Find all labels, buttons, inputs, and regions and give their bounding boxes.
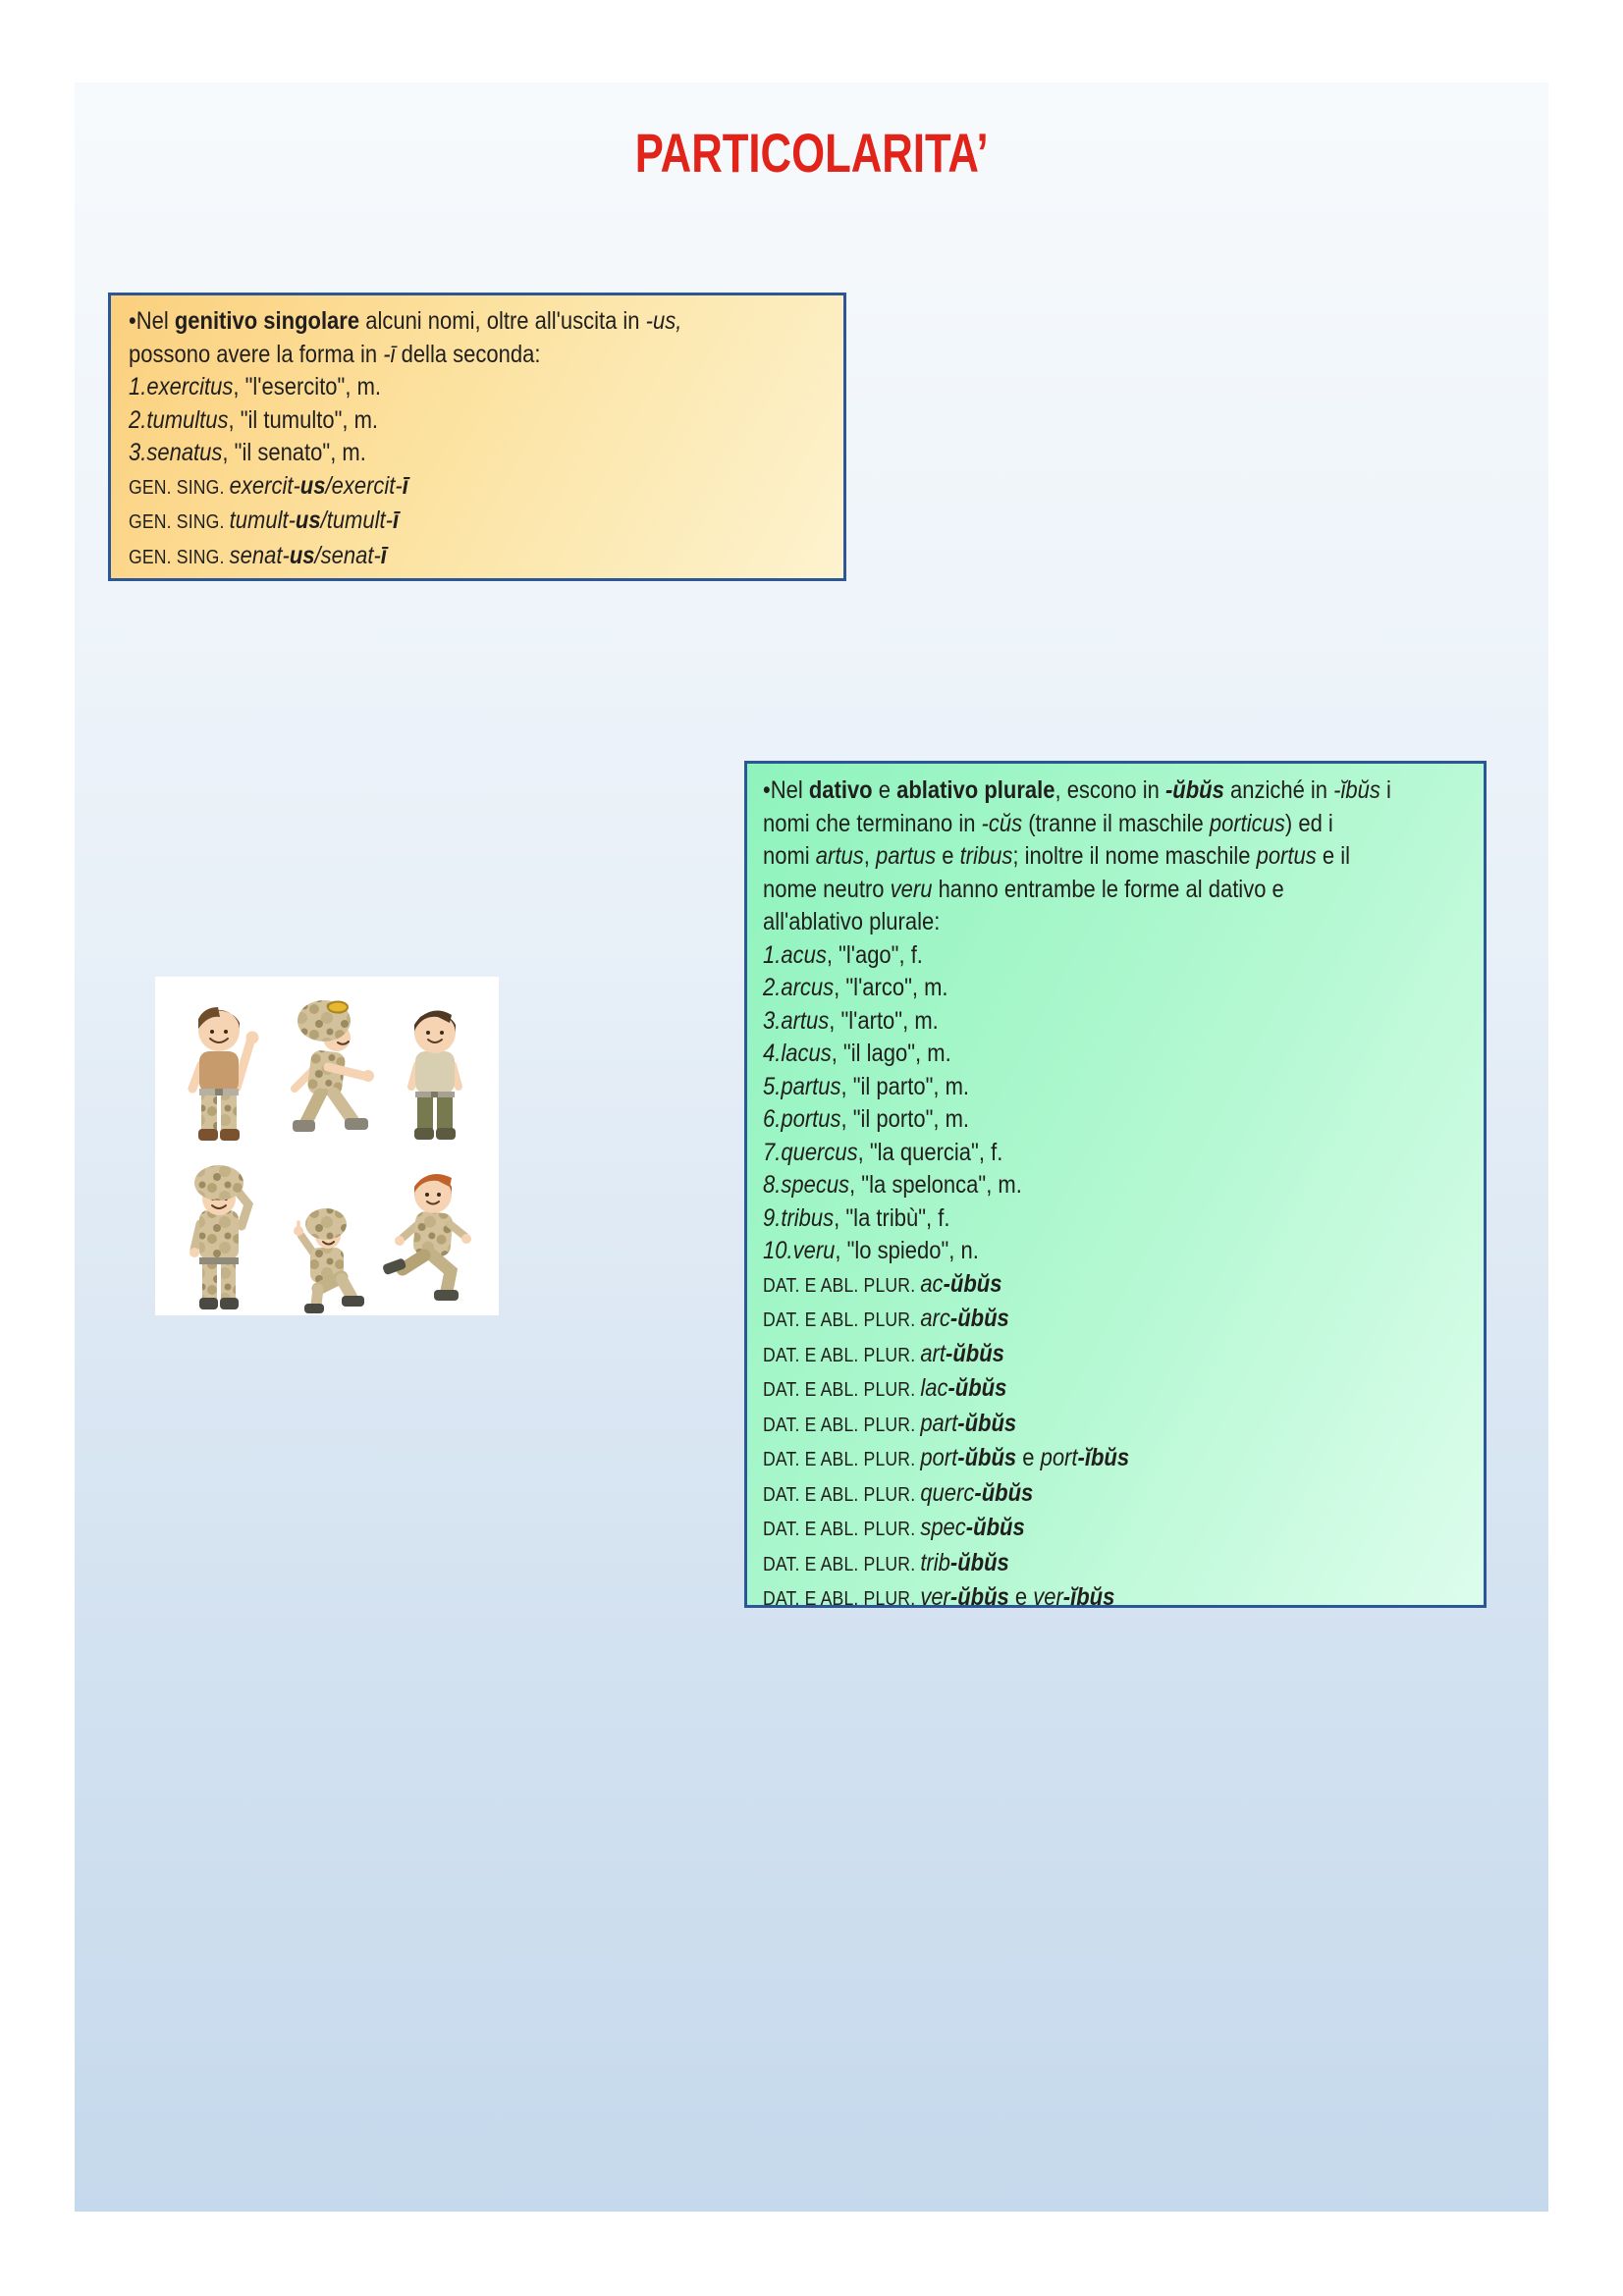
text-line: 2.arcus, "l'arco", m. <box>763 974 948 1001</box>
text-line: 4.lacus, "il lago", m. <box>763 1040 951 1067</box>
title-row <box>75 122 1548 185</box>
text-line: •Nel dativo e ablativo plurale, escono in -ŭbŭs anziché in -ĭbŭs i <box>763 776 1391 804</box>
text-line: GEN. SING. tumult-us/tumult-ī <box>129 507 400 534</box>
text-line: 6.portus, "il porto", m. <box>763 1105 970 1133</box>
text-line: DAT. E ABL. PLUR. art-ŭbŭs <box>763 1339 1004 1367</box>
text-line: nomi artus, partus e tribus; inoltre il nome maschile portus e il <box>763 842 1350 870</box>
text-line: 5.partus, "il parto", m. <box>763 1072 970 1100</box>
text-line: possono avere la forma in -ī della seconda: <box>129 340 541 368</box>
text-line: nome neutro veru hanno entrambe le forme al dativo e <box>763 875 1284 903</box>
text-line: 1.exercitus, "l'esercito", m. <box>129 373 382 400</box>
text-line: 1.acus, "l'ago", f. <box>763 940 923 969</box>
text-line: DAT. E ABL. PLUR. querc-ŭbŭs <box>763 1478 1034 1507</box>
text-line: •Nel genitivo singolare alcuni nomi, oltre all'uscita in -us, <box>129 307 682 335</box>
text-line: 7.quercus, "la quercia", f. <box>763 1138 1003 1166</box>
text-line: GEN. SING. exercit-us/exercit-ī <box>129 471 408 500</box>
text-line: DAT. E ABL. PLUR. part-ŭbŭs <box>763 1409 1017 1437</box>
text-line: DAT. E ABL. PLUR. port-ŭbŭs e port-ĭbŭs <box>763 1444 1130 1471</box>
text-line: 8.specus, "la spelonca", m. <box>763 1171 1022 1199</box>
text-line: DAT. E ABL. PLUR. arc-ŭbŭs <box>763 1305 1009 1332</box>
dative-ablative-note-box <box>744 761 1487 1611</box>
text-line: DAT. E ABL. PLUR. trib-ŭbŭs <box>763 1548 1009 1576</box>
page-title: PARTICOLARITA’ <box>634 122 989 184</box>
text-line: GEN. SING. senat-us/senat-ī <box>129 541 387 569</box>
soldiers-cartoon-svg <box>155 977 499 1315</box>
text-line: DAT. E ABL. PLUR. lac-ŭbŭs <box>763 1374 1007 1402</box>
text-line: 2.tumultus, "il tumulto", m. <box>129 405 379 434</box>
text-line: all'ablativo plurale: <box>763 908 941 935</box>
text-line: nomi che terminano in -cŭs (tranne il maschile porticus) ed i <box>763 809 1333 837</box>
slide-background <box>75 82 1548 2212</box>
text-line: DAT. E ABL. PLUR. ver-ŭbŭs e ver-ĭbŭs <box>763 1583 1115 1611</box>
text-line: DAT. E ABL. PLUR. spec-ŭbŭs <box>763 1514 1025 1541</box>
text-line: 10.veru, "lo spiedo", n. <box>763 1237 979 1264</box>
text-line: 3.artus, "l'arto", m. <box>763 1006 939 1035</box>
text-line: 3.senatus, "il senato", m. <box>129 439 366 466</box>
text-line: DAT. E ABL. PLUR. ac-ŭbŭs <box>763 1269 1002 1298</box>
soldiers-illustration <box>155 977 499 1315</box>
genitive-note-box <box>108 293 846 581</box>
text-line: 9.tribus, "la tribù", f. <box>763 1203 950 1232</box>
